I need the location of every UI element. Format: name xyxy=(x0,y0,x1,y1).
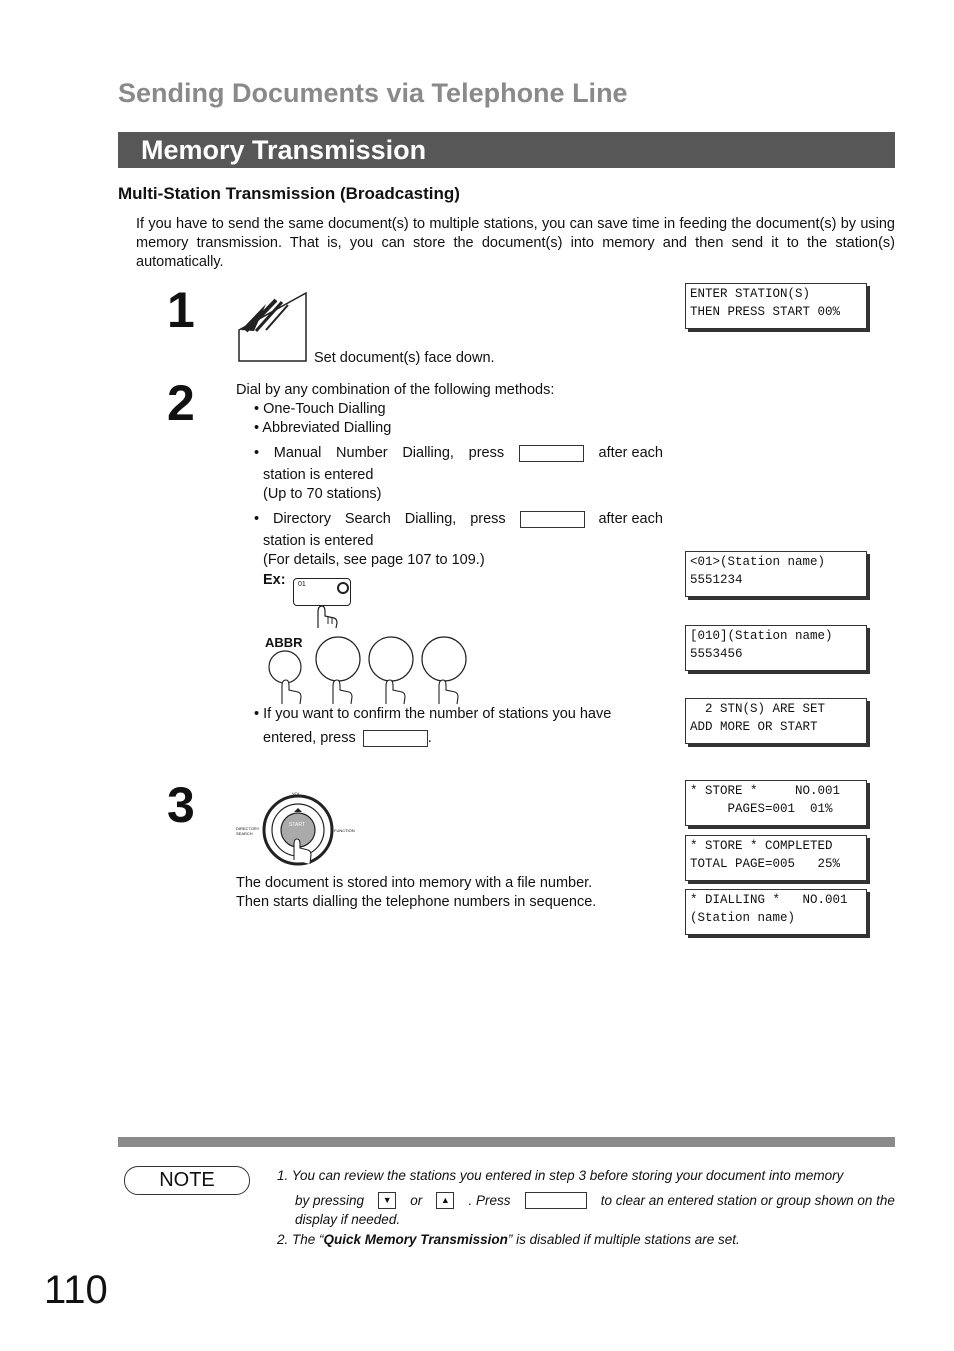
up-arrow-key-icon: ▲ xyxy=(436,1192,454,1209)
abbr-and-digit-keys xyxy=(262,634,472,706)
lcd-display-5: * STORE * NO.001 PAGES=001 01% xyxy=(685,780,867,826)
one-touch-key-label: 01 xyxy=(298,581,306,588)
vol-label: VOL. xyxy=(292,791,302,796)
word: Directory xyxy=(272,511,331,527)
lcd-display-3: [010](Station name) 5553456 xyxy=(685,625,867,671)
digit-key[interactable] xyxy=(316,637,360,681)
note-1-line-2 xyxy=(295,1191,895,1211)
note-text: 2. The “ xyxy=(277,1231,324,1247)
note-text: or xyxy=(410,1192,423,1208)
note-text: . Press xyxy=(468,1192,511,1208)
confirm-line-2 xyxy=(263,729,432,748)
digit-key[interactable] xyxy=(422,637,466,681)
word: Dialling, xyxy=(402,445,454,461)
note-2 xyxy=(277,1230,895,1250)
lcd-display-4: 2 STN(S) ARE SET ADD MORE OR START xyxy=(685,698,867,744)
function-label: FUNCTION xyxy=(334,828,355,833)
divider-rule xyxy=(118,1137,895,1147)
set-key-button[interactable] xyxy=(520,511,585,528)
confirm-line-1: • If you want to confirm the number of stations you have xyxy=(254,706,612,722)
clear-key-button[interactable] xyxy=(525,1192,587,1209)
step-1-caption: Set document(s) face down. xyxy=(314,350,495,366)
banner-title: Memory Transmission xyxy=(141,135,427,165)
abbr-label: ABBR xyxy=(265,635,303,650)
word: Search xyxy=(344,511,391,527)
method-directory-line xyxy=(254,510,663,529)
banner xyxy=(118,132,895,168)
section-title: Sending Documents via Telephone Line xyxy=(118,78,628,108)
note-text: to clear an entered station or group shown on the xyxy=(600,1192,895,1208)
step-2-number: 2 xyxy=(167,375,195,431)
after-each-text: after each xyxy=(598,445,663,461)
note-bold-text: Quick Memory Transmission xyxy=(323,1231,508,1247)
note-text: ” is disabled if multiple stations are set. xyxy=(507,1231,740,1247)
step-1-number: 1 xyxy=(167,282,195,338)
method-manual-line2: station is entered xyxy=(263,467,374,483)
intro-paragraph: If you have to send the same document(s) to multiple stations, you can save time in feeding the document(s) by using memory transmission. That is, you can store the document(s) into memory and then send it to the station(s) automatically. xyxy=(136,216,895,270)
method-manual-line3: (Up to 70 stations) xyxy=(263,486,382,502)
document-face-down-icon xyxy=(236,290,310,364)
word: Manual xyxy=(273,445,322,461)
page-number: 110 xyxy=(44,1268,108,1312)
notes-block xyxy=(277,1166,895,1249)
digit-key[interactable] xyxy=(369,637,413,681)
word: press xyxy=(470,511,506,527)
set-key-button[interactable] xyxy=(519,445,584,462)
step-3-number: 3 xyxy=(167,777,195,833)
subheading: Multi-Station Transmission (Broadcasting) xyxy=(118,184,460,203)
lcd-display-7: * DIALLING * NO.001 (Station name) xyxy=(685,889,867,935)
note-label: NOTE xyxy=(124,1166,250,1195)
note-1-line-1: 1. You can review the stations you entered in step 3 before storing your document into memory xyxy=(277,1168,844,1183)
step-3-text-1: The document is stored into memory with a file number. xyxy=(236,875,593,891)
lcd-display-2: <01>(Station name) 5551234 xyxy=(685,551,867,597)
start-key-label[interactable]: START xyxy=(289,822,305,828)
method-one-touch: • One-Touch Dialling xyxy=(254,401,386,417)
confirm-key-button[interactable] xyxy=(363,730,428,747)
note-1-line-3: display if needed. xyxy=(295,1212,401,1227)
finger-press-icon xyxy=(310,600,340,630)
step-3-text-2: Then starts dialling the telephone numbers in sequence. xyxy=(236,894,597,910)
abbr-key[interactable] xyxy=(269,651,301,683)
after-each-text: after each xyxy=(598,511,663,527)
lcd-display-1: ENTER STATION(S) THEN PRESS START 00% xyxy=(685,283,867,329)
method-directory-line3: (For details, see page 107 to 109.) xyxy=(263,552,485,568)
method-manual-line xyxy=(254,444,663,463)
word: Number xyxy=(336,445,388,461)
method-abbreviated: • Abbreviated Dialling xyxy=(254,420,392,436)
key-indicator-icon xyxy=(337,582,349,594)
word: Dialling, xyxy=(404,511,457,527)
word: • xyxy=(254,511,260,527)
confirm-text: entered, press xyxy=(263,730,356,746)
step-2-lead: Dial by any combination of the following methods: xyxy=(236,382,555,398)
word: press xyxy=(468,445,505,461)
start-key-panel xyxy=(236,786,358,870)
down-arrow-key-icon: ▼ xyxy=(378,1192,396,1209)
method-directory-line2: station is entered xyxy=(263,533,374,549)
lcd-display-6: * STORE * COMPLETED TOTAL PAGE=005 25% xyxy=(685,835,867,881)
note-text: by pressing xyxy=(295,1192,365,1208)
directory-search-label: DIRECTORY SEARCH xyxy=(236,826,260,836)
word: • xyxy=(254,445,260,461)
example-label: Ex: xyxy=(263,572,286,588)
confirm-period: . xyxy=(427,730,432,746)
